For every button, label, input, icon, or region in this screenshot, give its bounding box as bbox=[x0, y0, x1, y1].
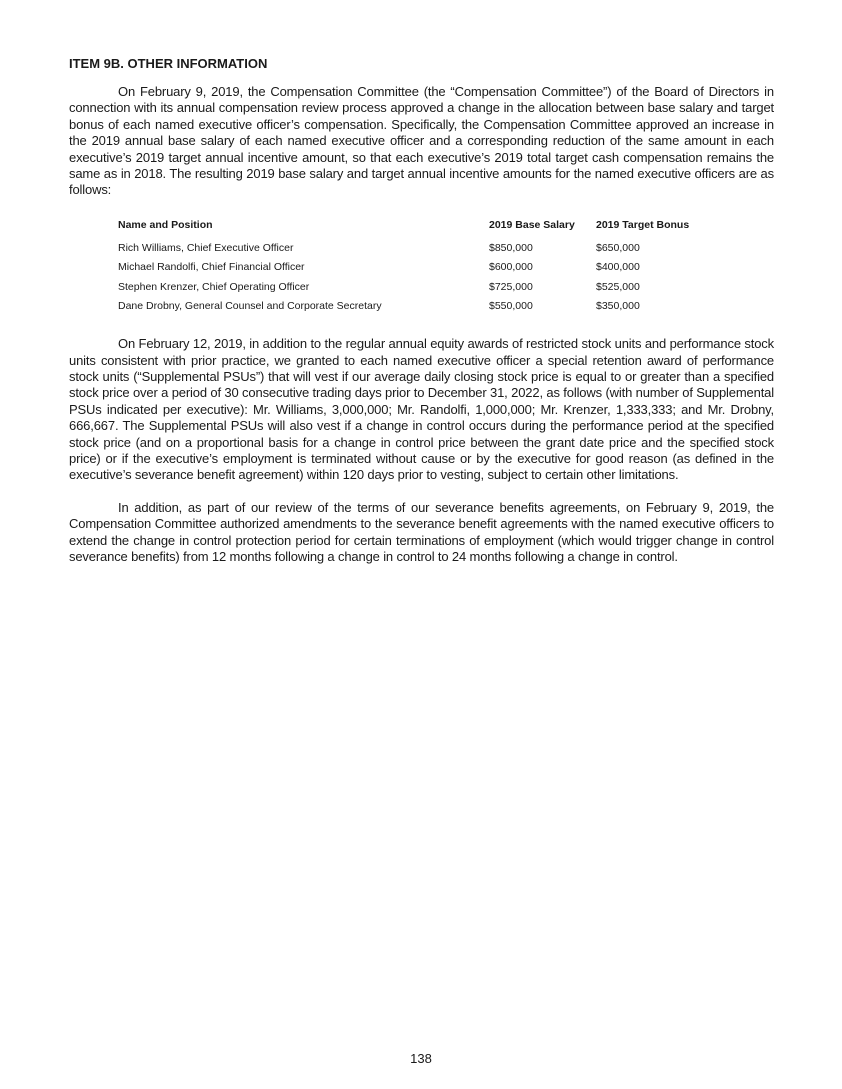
paragraph-compensation-change: On February 9, 2019, the Compensation Committee (the “Compensation Committee”) of the Board of Directors in connection with its annual compensation review process approved a change in the allocation between base salary and target bonus of each named executive officer’s compensation. Specifically, the Compensation Committee approved an increase in the 2019 annual base salary of each named executive officer and a corresponding reduction of the same amount in each executive’s 2019 target annual incentive amount, so that each executive’s 2019 total target cash compensation remains the same as in 2018. The resulting 2019 base salary and target annual incentive amounts for the named executive officers are as follows: bbox=[69, 84, 774, 198]
cell-target-bonus: $650,000 bbox=[596, 241, 640, 254]
cell-target-bonus: $525,000 bbox=[596, 280, 640, 293]
cell-base-salary: $850,000 bbox=[489, 241, 533, 254]
section-heading: ITEM 9B. OTHER INFORMATION bbox=[69, 56, 268, 71]
table-row bbox=[118, 277, 706, 297]
document-page bbox=[69, 55, 774, 566]
header-base-salary: 2019 Base Salary bbox=[489, 219, 575, 232]
cell-target-bonus: $350,000 bbox=[596, 300, 640, 313]
cell-base-salary: $725,000 bbox=[489, 280, 533, 293]
cell-base-salary: $600,000 bbox=[489, 261, 533, 274]
table-header-row bbox=[118, 219, 706, 238]
table-row bbox=[118, 257, 706, 277]
cell-base-salary: $550,000 bbox=[489, 300, 533, 313]
table-row bbox=[118, 297, 706, 317]
cell-name-position: Dane Drobny, General Counsel and Corporate Secretary bbox=[118, 300, 382, 313]
cell-name-position: Michael Randolfi, Chief Financial Officer bbox=[118, 261, 305, 274]
cell-name-position: Rich Williams, Chief Executive Officer bbox=[118, 241, 294, 254]
paragraph-severance-amendments: In addition, as part of our review of the terms of our severance benefits agreements, on February 9, 2019, the Compensation Committee authorized amendments to the severance benefit agreements with the named executive officers to extend the change in control protection period for certain terminations of employment (which would trigger change in control severance benefits) from 12 months following a change in control to 24 months following a change in control. bbox=[69, 499, 774, 565]
cell-name-position: Stephen Krenzer, Chief Operating Officer bbox=[118, 280, 310, 293]
page-number: 138 bbox=[410, 1051, 432, 1066]
paragraph-supplemental-psus: On February 12, 2019, in addition to the regular annual equity awards of restricted stock units and performance stock units consistent with prior practice, we granted to each named executive officer a special retention award of performance stock units (“Supplemental PSUs”) that will vest if our average daily closing stock price is equal to or greater than a specified stock price over a period of 30 consecutive trading days prior to December 31, 2022, as follows (with number of Supplemental PSUs indicated per executive): Mr. Williams, 3,000,000; Mr. Randolfi, 1,000,000; Mr. Krenzer, 1,333,333; and Mr. Drobny, 666,667. The Supplemental PSUs will also vest if a change in control occurs during the performance period at the specified stock price (and on a proportional basis for a change in control price between the grant date price and the specified stock price) or if the executive’s employment is terminated without cause or by the executive for good reason (as defined in the executive’s severance benefit agreement) within 120 days prior to vesting, subject to certain other limitations. bbox=[69, 336, 774, 483]
header-name-position: Name and Position bbox=[118, 219, 213, 232]
header-target-bonus: 2019 Target Bonus bbox=[596, 219, 690, 232]
table-row bbox=[118, 238, 706, 258]
cell-target-bonus: $400,000 bbox=[596, 261, 640, 274]
paragraph-spacer bbox=[69, 484, 774, 500]
compensation-table bbox=[118, 219, 706, 316]
